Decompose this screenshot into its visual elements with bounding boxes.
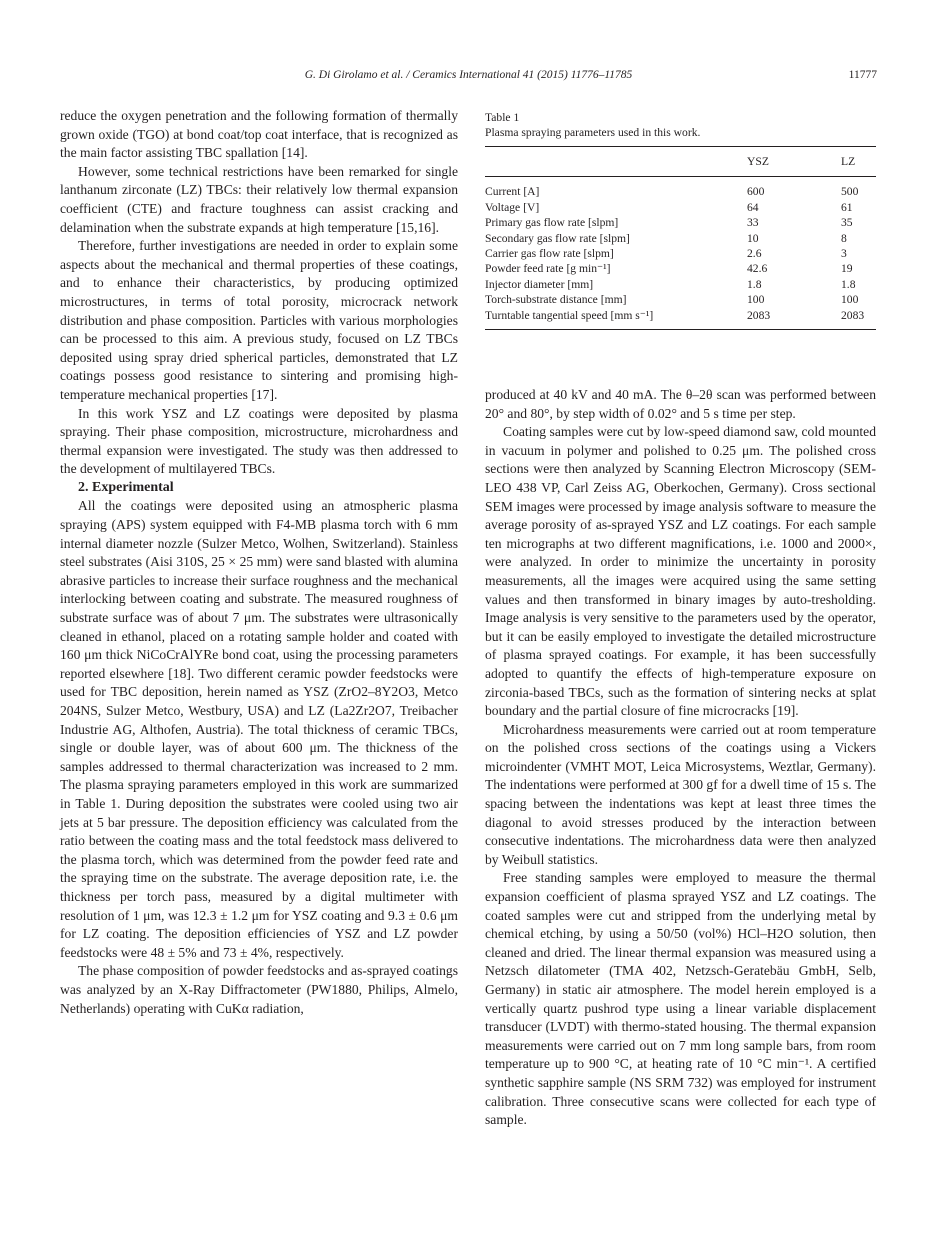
paragraph: In this work YSZ and LZ coatings were deposited by plasma spraying. Their phase composition, microstructure, microhardness and thermal expansion were investigated. The study was then addressed to the development of multilayered TBCs. bbox=[60, 405, 458, 477]
paragraph: reduce the oxygen penetration and the following formation of thermally grown oxide (TGO) at bond coat/top coat interface, that is recognized as the main factor assisting TBC spallation [14]. bbox=[60, 108, 458, 161]
table-cell: 42.6 bbox=[747, 262, 768, 276]
column-header bbox=[485, 147, 747, 177]
table-cell: Carrier gas flow rate [slpm] bbox=[485, 247, 614, 261]
table-1 bbox=[485, 110, 876, 330]
paragraph: Therefore, further investigations are needed in order to explain some aspects about the mechanical and thermal properties of these coatings, and to enhance their characteristics, by producing optimized microstructures, in terms of total porosity, microcrack network distribution and phase composition. Particles with various morphologies can be processed to this aim. A previous study, focused on LZ TBCs deposited using spray dried spherical particles, demonstrated that LZ coatings possess good resistance to sintering and promising high-temperature mechanical properties [17]. bbox=[60, 238, 458, 402]
table-cell: 33 bbox=[747, 216, 759, 230]
column-header: YSZ bbox=[747, 155, 769, 168]
paragraph: Coating samples were cut by low-speed diamond saw, cold mounted in vacuum in polymer and polished to 0.25 μm. The polished cross sections were then analyzed by Scanning Electron Microscopy (SEM-LEO 438 VP, Carl Zeiss AG, Oberkochen, Germany). Cross sectional SEM images were processed by image analysis software to measure the average porosity of as-sprayed YSZ and LZ coatings. For each sample ten micrographs at two different magnifications, i.e. 1000 and 2000×, were analyzed. In order to minimize the uncertainty in porosity measurements, all the images were acquired using the same setting values and then transformed in binary images by auto-tresholding. Image analysis is very sensitive to the parameters used by the operator, but it can be easily employed to investigate the detailed microstructure of plasma sprayed coatings. For example, it has been successfully adopted to quantify the effects of high-temperature exposure on zirconia-based TBCs, such as the formation of sintering necks at splat boundary and the partial closure of fine microcracks [19]. bbox=[485, 424, 876, 719]
table-cell: 500 bbox=[841, 185, 859, 199]
table-cell: 8 bbox=[841, 231, 847, 245]
table-cell: Torch-substrate distance [mm] bbox=[485, 293, 627, 307]
section-heading: 2. Experimental bbox=[78, 479, 174, 495]
table-row bbox=[485, 308, 876, 330]
table-caption: Plasma spraying parameters used in this work. bbox=[485, 126, 701, 139]
table-cell: Powder feed rate [g min⁻¹] bbox=[485, 262, 611, 276]
table-cell: Secondary gas flow rate [slpm] bbox=[485, 231, 630, 245]
table-label: Table 1 bbox=[485, 111, 520, 124]
page-number: 11777 bbox=[848, 69, 877, 81]
table-row bbox=[485, 246, 876, 261]
table-cell: 64 bbox=[747, 200, 759, 214]
left-column bbox=[60, 107, 458, 1018]
paragraph: produced at 40 kV and 40 mA. The θ–2θ scan was performed between 20° and 80°, by step width of 0.02° and 5 s time per step. bbox=[485, 387, 876, 421]
table-cell: Turntable tangential speed [mm s⁻¹] bbox=[485, 308, 654, 322]
running-title: G. Di Girolamo et al. / Ceramics International 41 (2015) 11776–11785 bbox=[304, 69, 633, 81]
table-cell: Current [A] bbox=[485, 185, 540, 199]
table-row bbox=[485, 277, 876, 292]
table-cell: 2.6 bbox=[747, 247, 762, 261]
paragraph: Free standing samples were employed to measure the thermal expansion coefficient of plasma sprayed YSZ and LZ coatings. The coated samples were cut and stripped from the underlying metal by chemical etching, by using a 50/50 (vol%) HCl–H2O solution, then cleaned and dried. The linear thermal expansion was measured using a Netzsch dilatometer (TMA 402, Netzsch-Geratebäu GmbH, Selb, Germany) in static air atmosphere. The model herein employed is a vertically quartz pushrod type using a linear variable displacement transducer (LVDT) with thermo-stated housing. The thermal expansion measurements were carried out on 7 mm long sample bars, from room temperature up to 900 °C, at heating rate of 10 °C min⁻¹. A certified synthetic sapphire sample (NS SRM 732) was employed for instrument calibration. Three consecutive scans were collected for each type of sample. bbox=[485, 870, 876, 1128]
table-cell: 2083 bbox=[841, 308, 865, 322]
table-cell: 10 bbox=[747, 231, 759, 245]
table-cell: Injector diameter [mm] bbox=[485, 277, 594, 291]
parameters-table bbox=[485, 146, 876, 330]
table-cell: 3 bbox=[841, 247, 847, 261]
paragraph: The phase composition of powder feedstocks and as-sprayed coatings was analyzed by an X-Ray Diffractometer (PW1880, Philips, Almelo, Netherlands) operating with CuKα radiation, bbox=[60, 963, 458, 1016]
table-row bbox=[485, 177, 876, 200]
table-header-row bbox=[485, 147, 876, 177]
table-cell: 1.8 bbox=[747, 277, 762, 291]
table-row bbox=[485, 261, 876, 276]
table-row bbox=[485, 292, 876, 307]
table-cell: Voltage [V] bbox=[485, 200, 540, 214]
table-cell: 1.8 bbox=[841, 277, 856, 291]
table-cell: 100 bbox=[747, 293, 765, 307]
table-cell: 100 bbox=[841, 293, 859, 307]
table-cell: 600 bbox=[747, 185, 765, 199]
table-row bbox=[485, 231, 876, 246]
page-header bbox=[60, 69, 877, 91]
table-cell: 19 bbox=[841, 262, 853, 276]
paragraph: Microhardness measurements were carried out at room temperature on the polished cross sections of the coatings using a Vickers microindenter (VMHT MOT, Leica Microsystems, Weztlar, Germany). The indentations were performed at 300 gf for a dwell time of 15 s. The spacing between the indentations was kept at least three times the diagonal to avoid stresses produced by the interaction between consecutive indentations. The microhardness data were then analyzed by Weibull statistics. bbox=[485, 721, 876, 867]
table-cell: 35 bbox=[841, 216, 853, 230]
table-cell: 61 bbox=[841, 200, 853, 214]
table-row bbox=[485, 200, 876, 215]
table-cell: Primary gas flow rate [slpm] bbox=[485, 216, 619, 230]
paragraph: All the coatings were deposited using an atmospheric plasma spraying (APS) system equipped with F4-MB plasma torch with 6 mm internal diameter nozzle (Sulzer Metco, Wolhen, Switzerland). Stainless steel substrates (Aisi 310S, 25 × 25 mm) were sand blasted with alumina abrasive particles to increase their surface roughness and the mechanical interlocking between coating and substrate. The measured roughness of substrate surface was of about 7 μm. The substrates were ultrasonically cleaned in ethanol, placed on a rotating sample holder and coated with 160 μm thick NiCoCrAlYRe bond coat, using the processing parameters reported elsewhere [18]. Two different ceramic powder feedstocks were used for TBC deposition, herein named as YSZ (ZrO2–8Y2O3, Metco 204NS, Sulzer Metco, Westbury, USA) and LZ (La2Zr2O7, Treibacher Industrie AG, Althofen, Austria). The total thickness of ceramic TBCs, single or double layer, was of about 600 μm. The thickness of the samples addressed to thermal characterization was increased to 2 mm. The plasma spraying parameters employed in this work are summarized in Table 1. During deposition the substrates were cooled using two air jets at 5 bar pressure. The deposition efficiency was calculated from the ratio between the coating mass and the total feedstock mass delivered to the plasma torch, which was determined from the powder feed rate and the spraying time on the substrate. The average deposition rate, i.e. the thickness per torch pass, measured by a digital multimeter with resolution of 1 μm, was 12.3 ± 1.2 μm for YSZ coating and 9.3 ± 0.6 μm for LZ coating. The deposition efficiencies of YSZ and LZ powder feedstocks were 48 ± 5% and 73 ± 4%, respectively. bbox=[60, 498, 458, 960]
paragraph: However, some technical restrictions have been remarked for single lanthanum zirconate (LZ) TBCs: their relatively low thermal expansion coefficient (CTE) and fracture toughness can assist cracking and delamination when the substrate expands at high temperature [15,16]. bbox=[60, 163, 458, 235]
right-column bbox=[485, 386, 876, 1130]
table-row bbox=[485, 215, 876, 230]
table-cell: 2083 bbox=[747, 308, 771, 322]
column-header: LZ bbox=[841, 155, 856, 168]
